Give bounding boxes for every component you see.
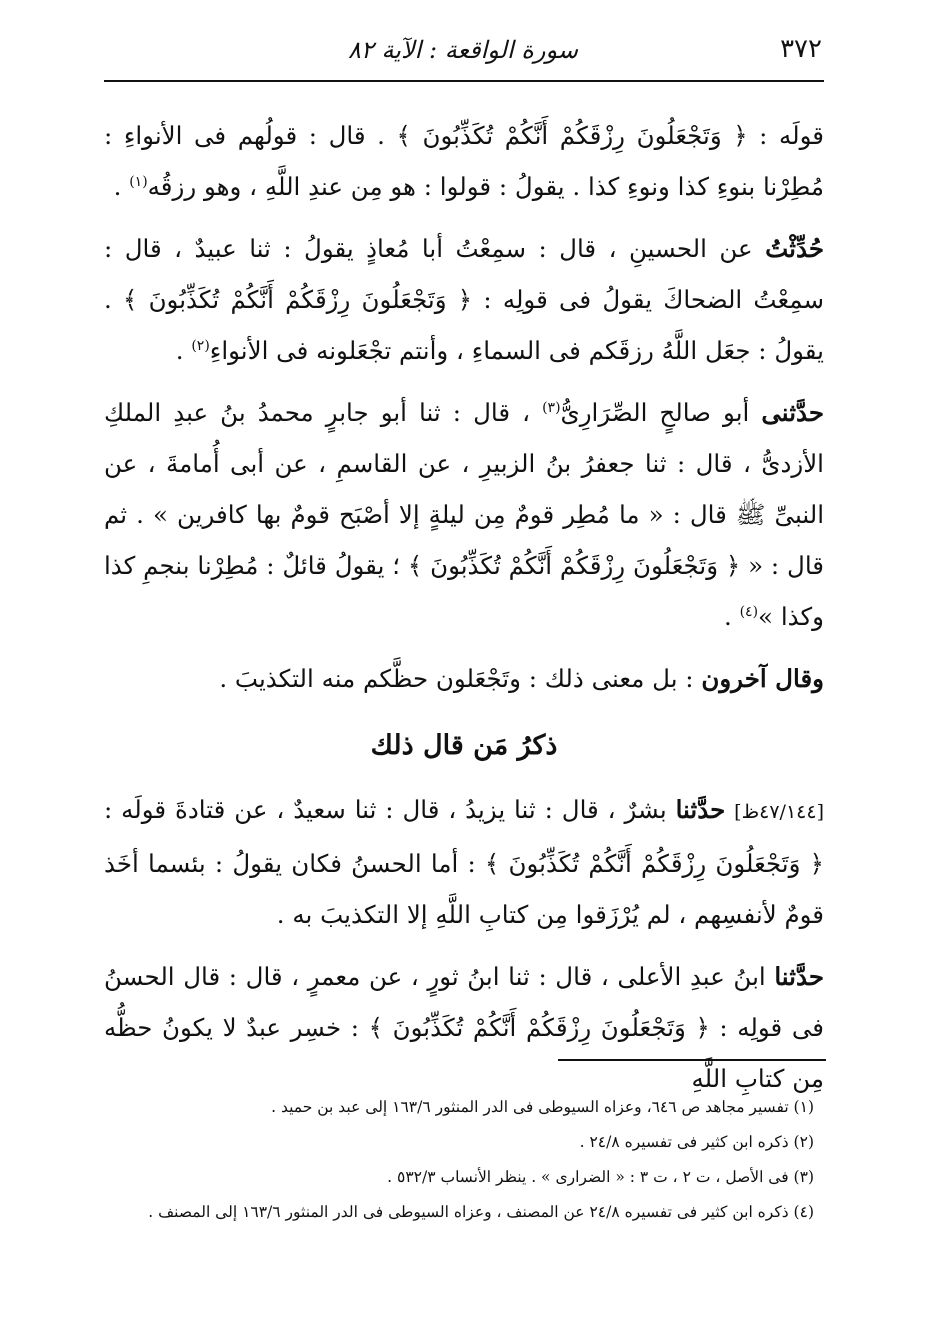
paragraph-text: بشرٌ ، قال : ثنا يزيدُ ، قال : ثنا سعيدٌ ، عن قتادةَ قولَه :: [104, 795, 676, 824]
paragraph-text: : أما الحسنُ فكان يقولُ : بئسما أخَذ قومٌ لأنفسِهم ، لم يُرْزَقوا مِن كتابِ اللَّهِ إلا التكذيبَ به .: [104, 849, 824, 929]
paragraph-text: قولَه :: [747, 121, 824, 150]
section-heading: ذكرُ مَن قال ذلك: [370, 730, 558, 761]
narration-lead: وقال آخرون: [701, 664, 824, 693]
footnote-rule: [558, 1059, 826, 1061]
paragraph-3: [104, 387, 824, 642]
footnote-3: (٣) فى الأصل ، ت ٢ ، ت ٣ : « الضرارى » . ينظر الأنساب ٥٣٢/٣ .: [387, 1168, 814, 1186]
paragraph-2: [104, 223, 824, 376]
paragraph-text: ابنُ عبدِ الأعلى ، قال : ثنا ابنُ ثورٍ ، عن معمرٍ ، قال : قال الحسنُ فى قولِه :: [104, 962, 824, 1042]
paragraph-1: [104, 110, 824, 212]
footnote-reference: (٤): [739, 603, 759, 620]
narration-lead: حدَّثنا: [774, 962, 824, 991]
paragraph-text: ؛ يقولُ قائلٌ : مُطِرْنا بنجمِ كذا وكذا »: [104, 551, 824, 631]
footnote-1: (١) تفسير مجاهد ص ٦٤٦، وعزاه السيوطى فى الدر المنثور ١٦٣/٦ إلى عبد بن حميد .: [271, 1098, 814, 1116]
paragraph-6: [104, 951, 824, 1104]
quran-verse: ﴿ وَتَجْعَلُونَ رِزْقَكُمْ أَنَّكُمْ تُكَذِّبُونَ ﴾: [396, 121, 748, 150]
page-header: [104, 28, 822, 68]
paragraph-text: عن الحسينِ ، قال : سمِعْتُ أبا مُعاذٍ يقولُ : ثنا عبيدٌ ، قال : سمِعْتُ الضحاكَ يقولُ فى قولِه :: [104, 234, 824, 314]
paragraph-text: . يقولُ : جعَل اللَّهُ رزقَكم فى السماءِ ، وأنتم تجْعَلونه فى الأنواءِ: [104, 285, 824, 365]
main-text: [104, 110, 824, 1104]
page-number: ٣٧٢: [780, 34, 822, 64]
running-title: سورة الواقعة : الآية ٨٢: [348, 36, 578, 64]
footnotes: [104, 1090, 814, 1230]
quran-verse: ﴿ وَتَجْعَلُونَ رِزْقَكُمْ أَنَّكُمْ تُكَذِّبُونَ ﴾: [484, 849, 824, 878]
footnote-reference: (٣): [542, 399, 561, 416]
narration-lead: حدَّثنى: [761, 398, 825, 427]
footnote-reference: (١): [129, 173, 148, 190]
paragraph-text: ، قال : ثنا أبو جابرٍ محمدُ بنُ عبدِ الملكِ الأزدىُّ ، قال : ثنا جعفرُ بنُ الزبيرِ ، عن القاسمِ ، عن أبى أُمامةَ ، عن النبىِّ ﷺ قال : « ما مُطِر قومٌ مِن ليلةٍ إلا أصْبَح قومٌ بها كافرين » . ثم قال : «: [104, 398, 824, 580]
narration-lead: حُدِّثْتُ: [765, 234, 824, 263]
paragraph-end: .: [175, 336, 192, 365]
quran-verse: ﴿ وَتَجْعَلُونَ رِزْقَكُمْ أَنَّكُمْ تُكَذِّبُونَ ﴾: [368, 1013, 710, 1042]
paragraph-4: [104, 653, 824, 704]
paragraph-5: [104, 784, 824, 940]
footnote-reference: (٢): [191, 337, 210, 354]
paragraph-text: . قال : قولُهم فى الأنواءِ : مُطِرْنا بنوءِ كذا ونوءِ كذا . يقولُ : قولوا : هو مِن عندِ اللَّهِ ، وهو رزقُه: [104, 121, 824, 201]
paragraph-end: .: [724, 602, 740, 631]
manuscript-folio-marker: [٤٧/١٤٤ظ]: [734, 801, 824, 823]
footnote-2: (٢) ذكره ابن كثير فى تفسيره ٢٤/٨ .: [579, 1133, 814, 1151]
paragraph-text: : خسِر عبدٌ لا يكونُ حظُّه مِن كتابِ اللَّهِ: [104, 1013, 824, 1093]
header-rule: [104, 80, 824, 82]
paragraph-end: .: [113, 172, 130, 201]
quran-verse: ﴿ وَتَجْعَلُونَ رِزْقَكُمْ أَنَّكُمْ تُكَذِّبُونَ ﴾: [407, 551, 741, 580]
paragraph-text: أبو صالحٍ الصِّرَارِىُّ: [560, 398, 762, 427]
footnote-4: (٤) ذكره ابن كثير فى تفسيره ٢٤/٨ عن المصنف ، وعزاه السيوطى فى الدر المنثور ١٦٣/٦ إلى المصنف .: [148, 1203, 814, 1221]
narration-lead: حدَّثنا: [675, 795, 726, 824]
paragraph-text: : بل معنى ذلك : وتَجْعَلون حظَّكم منه التكذيبَ .: [219, 664, 702, 693]
quran-verse: ﴿ وَتَجْعَلُونَ رِزْقَكُمْ أَنَّكُمْ تُكَذِّبُونَ ﴾: [123, 285, 473, 314]
